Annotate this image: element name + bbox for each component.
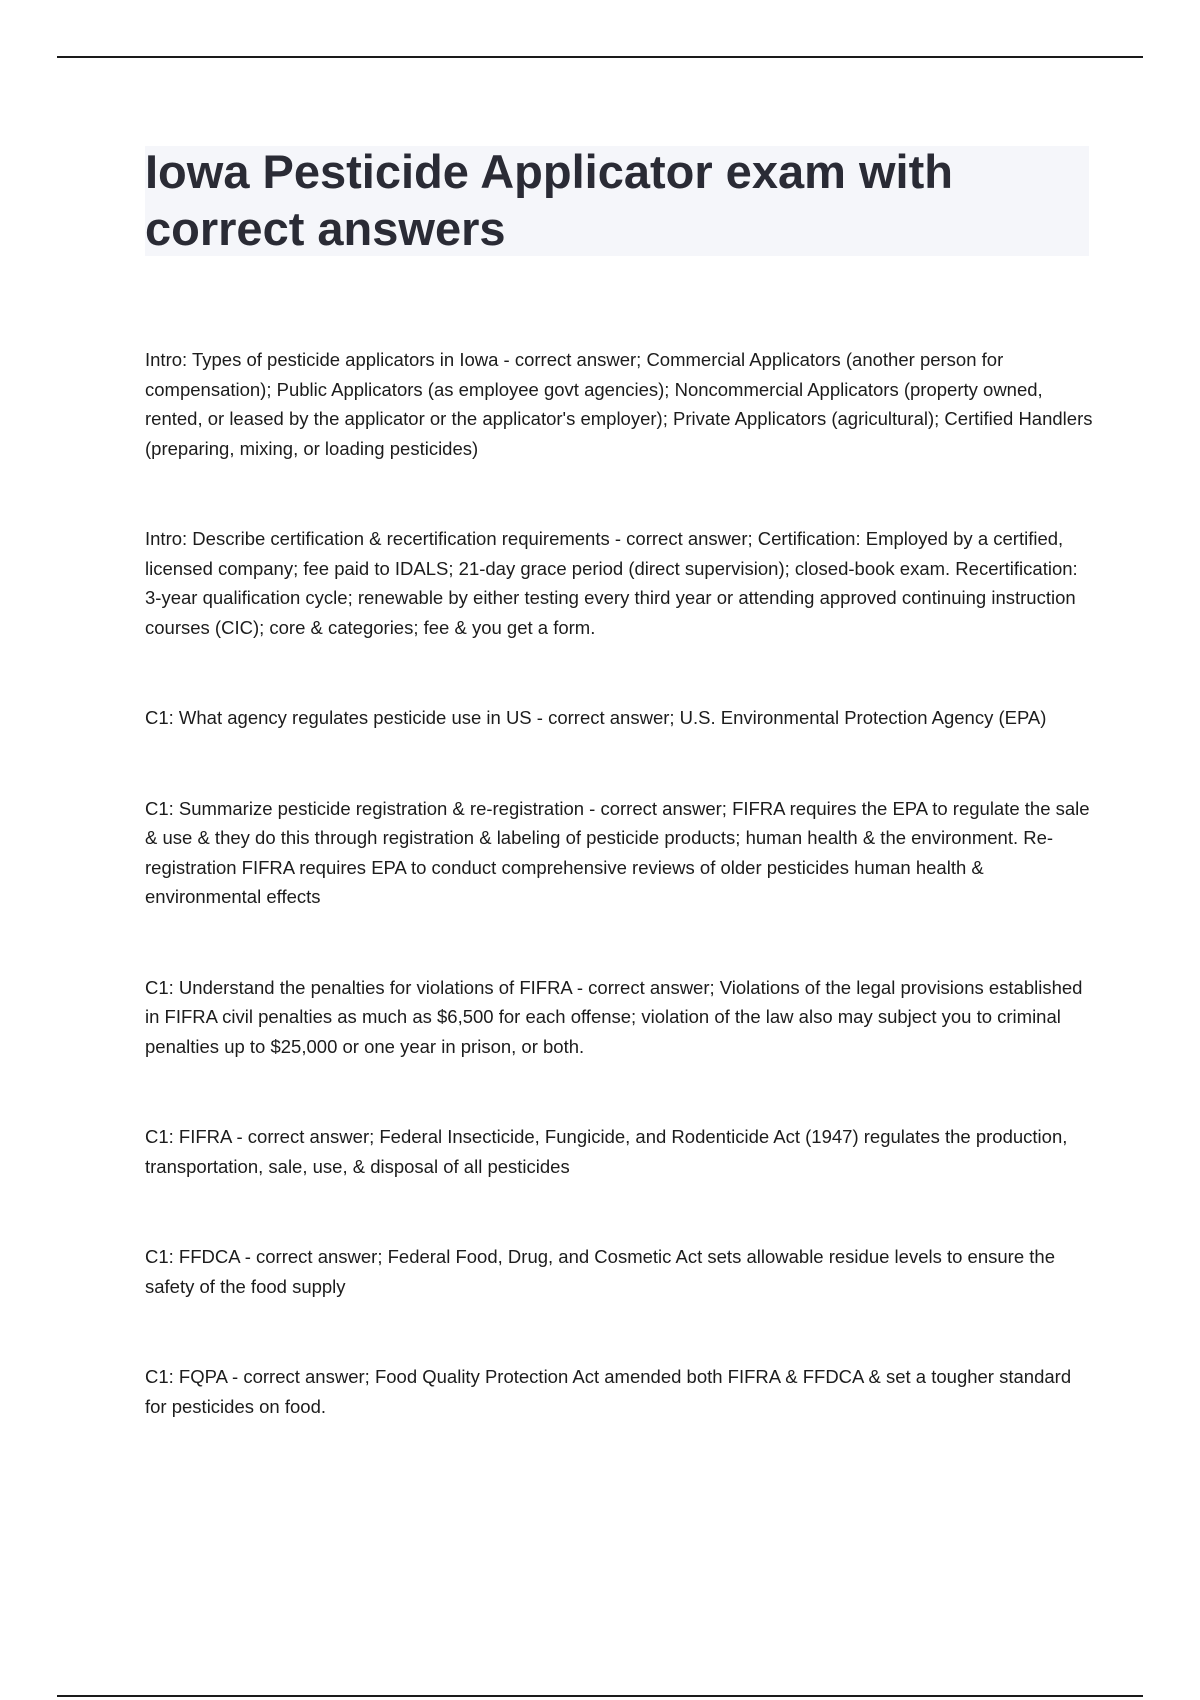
page-title: Iowa Pesticide Applicator exam with correct answers (145, 145, 953, 255)
qa-item-certification: Intro: Describe certification & recertification requirements - correct answer; Certification: Employed by a certified, licensed company; fee paid to IDALS; 21-day grace period (direct supervision); closed-book exam. Recertification: 3-year qualification cycle; renewable by either testing every third year or attending approved continuing instruction courses (CIC); core & categories; fee & you get a form. (145, 528, 1078, 638)
qa-item-registration: C1: Summarize pesticide registration & re-registration - correct answer; FIFRA requires the EPA to regulate the sale & use & they do this through registration & labeling of pesticide products; human health & the environment. Re-registration FIFRA requires EPA to conduct comprehensive reviews of older pesticides human health & environmental effects (145, 797, 1090, 907)
qa-item-fifra: C1: FIFRA - correct answer; Federal Insecticide, Fungicide, and Rodenticide Act (1947) regulates the production, transportation, sale, use, & disposal of all pesticides (145, 1126, 1068, 1177)
qa-list (145, 345, 1095, 1421)
qa-item-regulating-agency: C1: What agency regulates pesticide use in US - correct answer; U.S. Environmental Protection Agency (EPA) (145, 707, 1047, 728)
qa-item-fqpa: C1: FQPA - correct answer; Food Quality Protection Act amended both FIFRA & FFDCA & set a tougher standard for pesticides on food. (145, 1366, 1072, 1417)
top-divider (57, 56, 1143, 58)
qa-item-applicator-types: Intro: Types of pesticide applicators in Iowa - correct answer; Commercial Applicators (another person for compensation); Public Applicators (as employee govt agencies); Noncommercial Applicators (property owned, rented, or leased by the applicator or the applicator's employer); Private Applicators (agricultural); Certified Handlers (preparing, mixing, or loading pesticides) (145, 349, 1093, 459)
qa-item-ffdca: C1: FFDCA - correct answer; Federal Food, Drug, and Cosmetic Act sets allowable residue levels to ensure the safety of the food supply (145, 1246, 1055, 1297)
title-block (145, 146, 1089, 256)
bottom-divider (57, 1695, 1143, 1697)
qa-item-penalties: C1: Understand the penalties for violations of FIFRA - correct answer; Violations of the legal provisions established in FIFRA civil penalties as much as $6,500 for each offense; violation of the law also may subject you to criminal penalties up to $25,000 or one year in prison, or both. (145, 976, 1083, 1057)
